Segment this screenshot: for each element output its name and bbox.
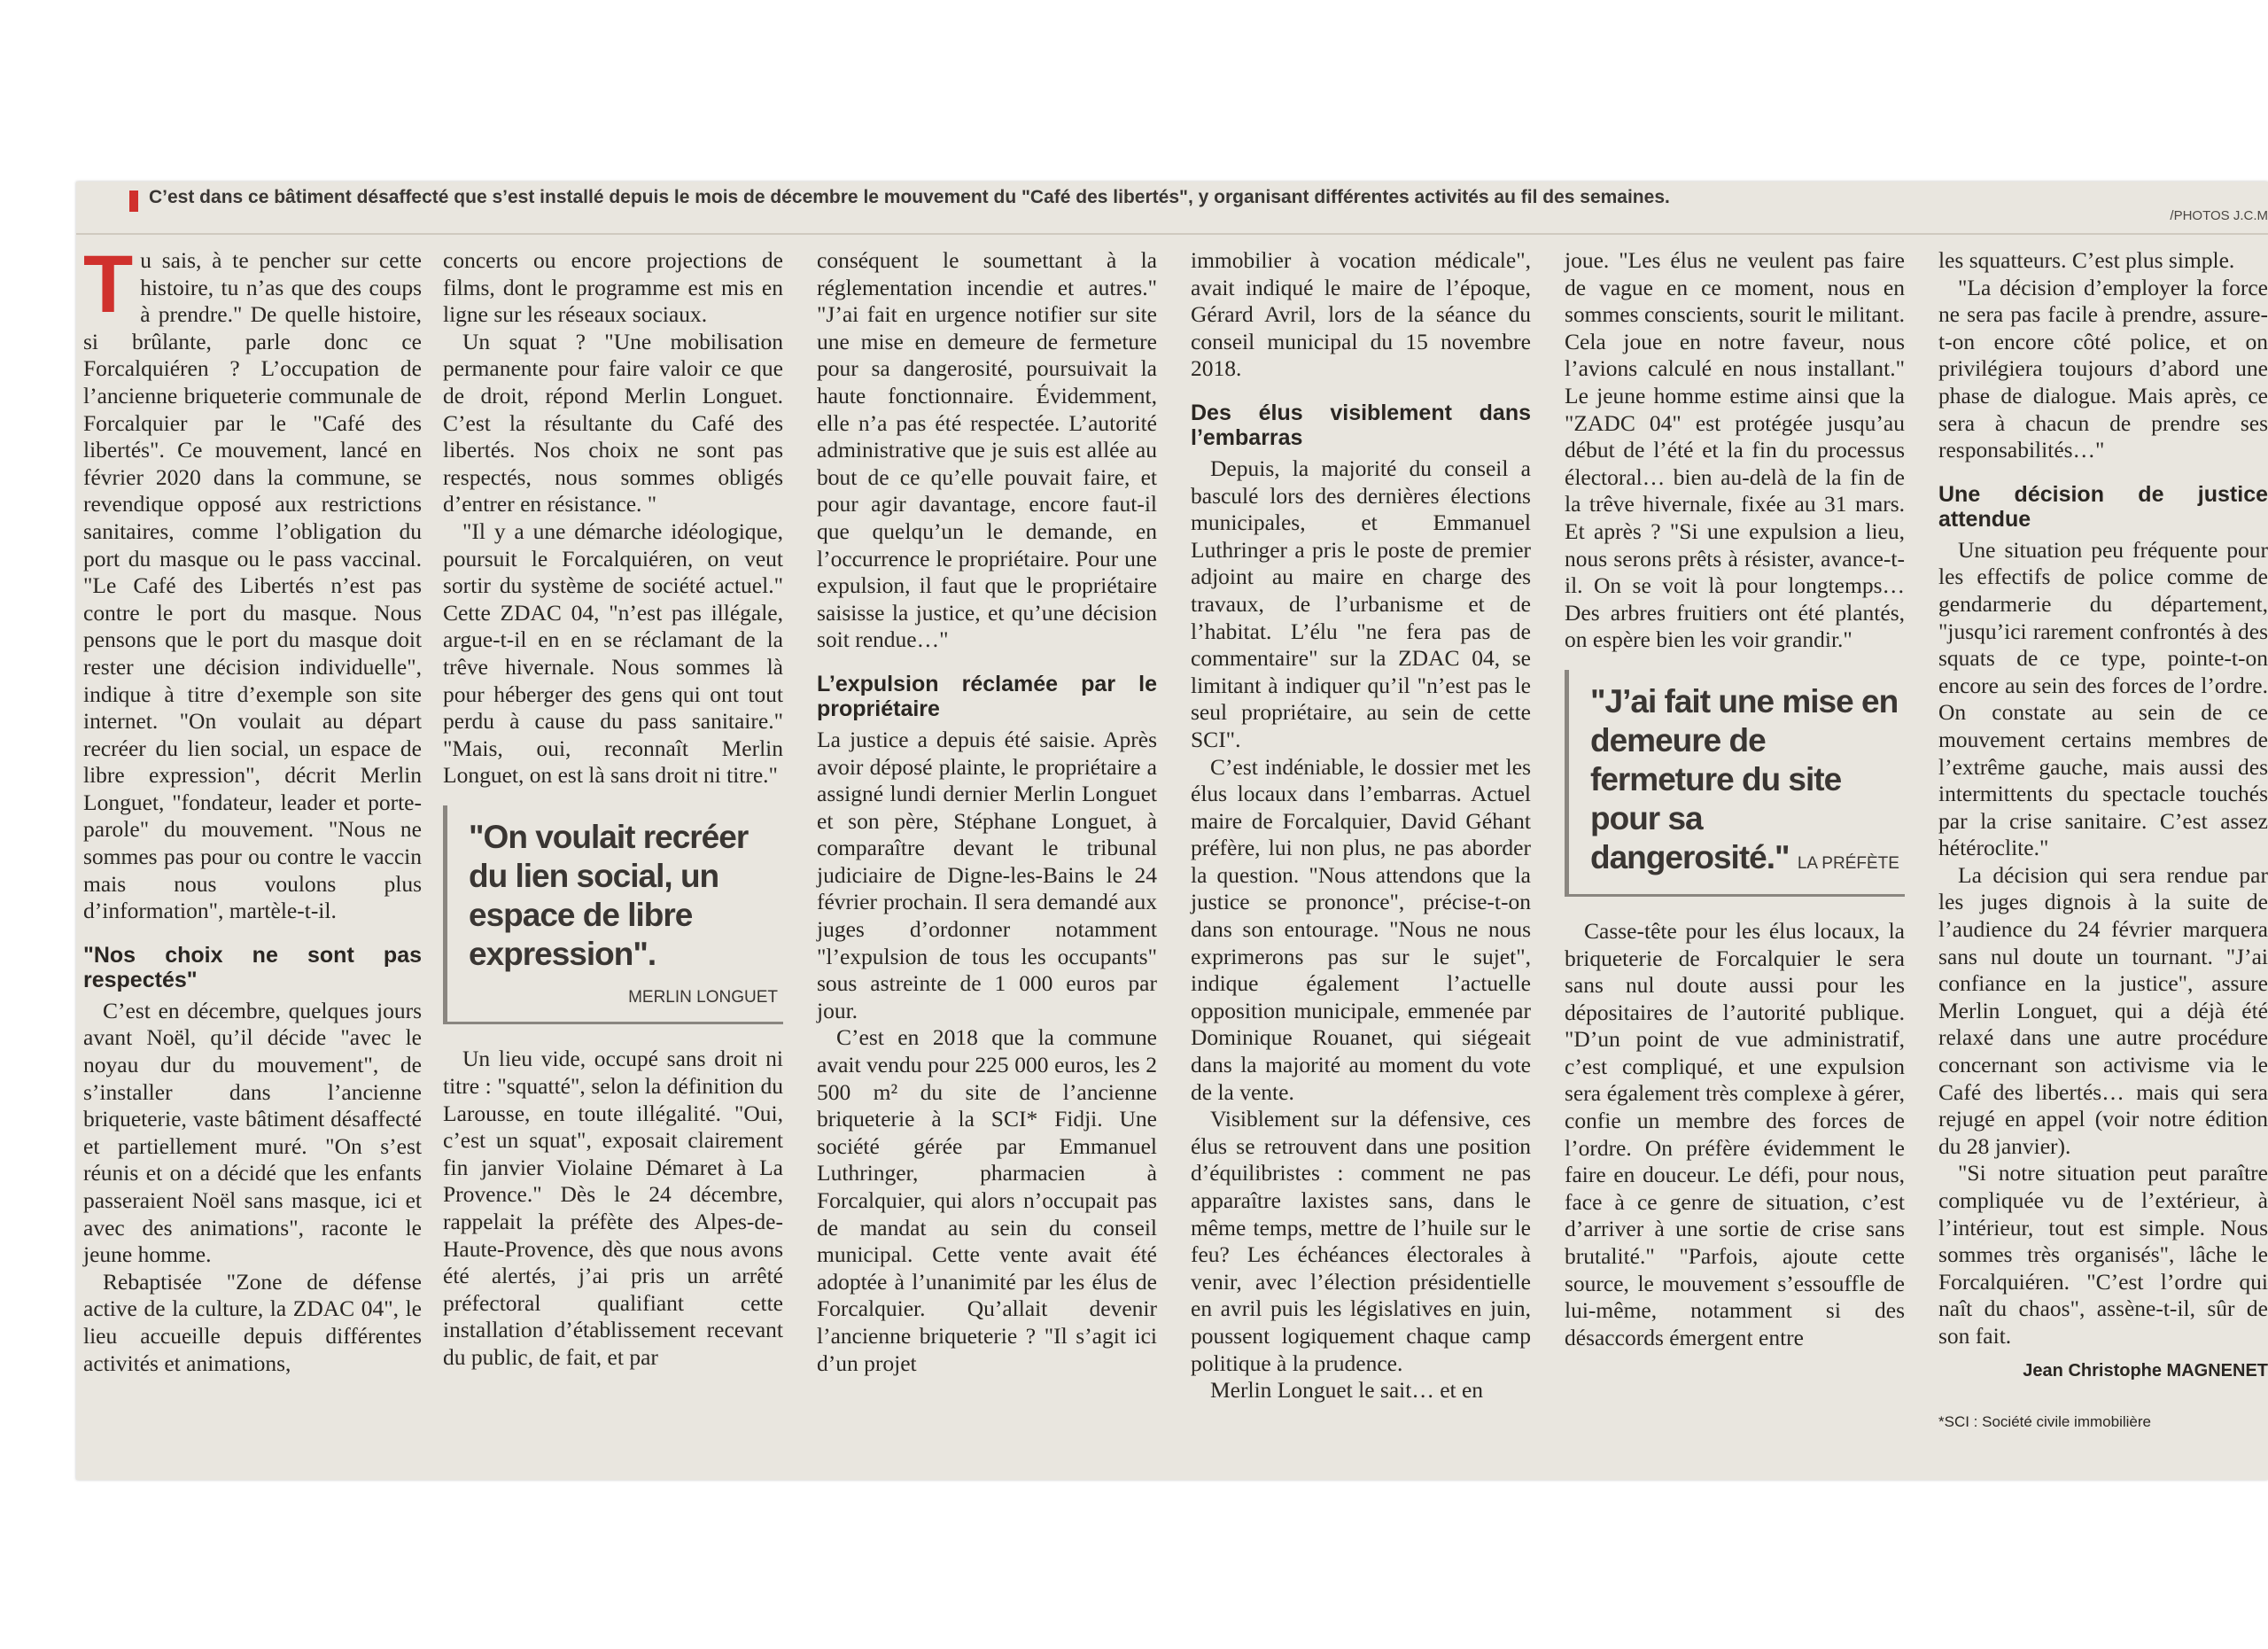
- pull-quote: [1590, 682, 1899, 883]
- article-column-1: [76, 239, 422, 1377]
- caption-marker: [129, 191, 138, 212]
- paragraph: La justice a depuis été saisie. Après avoir déposé plainte, le propriétaire a assigné lundi dernier Merlin Longuet et son père, Stéphane Longuet, à comparaître devant le tribunal judiciaire de Digne-les-Bains le 24 février prochain. Il sera demandé aux juges d’ordonner notamment "l’expulsion de tous les occupants" sous astreinte de 1 000 euros par jour.: [817, 726, 1157, 1023]
- paragraph: C’est en 2018 que la commune avait vendu pour 225 000 euros, les 2 500 m² du site de l’ancienne briqueterie à la SCI* Fidji. Une société gérée par Emmanuel Luthringer, pharmacien à Forcalquier, qui alors n’occupait pas de mandat au sein du conseil municipal. Cette vente avait été adoptée à l’unanimité par les élus de Forcalquier. Qu’allait devenir l’ancienne briqueterie ? "Il s’agit ici d’un projet: [817, 1024, 1157, 1376]
- footnote: *SCI : Société civile immobilière: [1938, 1413, 2151, 1431]
- paragraph: "Il y a une démarche idéologique, poursuit le Forcalquiéren, on veut sortir du système de société actuel." Cette ZDAC 04, "n’est pas illégale, argue-t-il en en se réclamant de la trêve hivernale. Nous sommes là pour héberger des gens qui ont tout perdu à cause du pass sanitaire." "Mais, oui, reconnaît Merlin Longuet, on est là sans droit ni titre.": [443, 517, 783, 789]
- paragraph: conséquent le soumettant à la réglementation incendie et autres." "J’ai fait en urgence notifier sur site une mise en demeure de fermeture pour sa dangerosité, poursuivait la haute fonctionnaire. Évidemment, elle n’a pas été respectée. L’autorité administrative que je suis est allée au bout de ce qu’elle pouvait faire, et pour agir davantage, encore faut-il que quelqu’un le demande, en l’occurrence le propriétaire. Pour une expulsion, il faut que le propriétaire saisisse la justice, et qu’une décision soit rendue…": [817, 247, 1157, 653]
- pull-quote-text: "J’ai fait une mise en demeure de fermeture du site pour sa dangerosité.": [1590, 682, 1899, 875]
- subheading-elus: Des élus visiblement dans l’embarras: [1191, 400, 1531, 450]
- paragraph: Une situation peu fréquente pour les effectifs de police comme de gendarmerie du département, "jusqu’ici rarement confrontés à des squats de ce type, pointe-t-on encore au sein des forces de l’ordre. On constate au sein de ce mouvement certains membres de l’extrême gauche, mais aussi des intermittents du spectacle touchés par la crise sanitaire. C’est assez hétéroclite.": [1938, 536, 2268, 861]
- paragraph: C’est en décembre, quelques jours avant Noël, qu’il décide "avec le noyau dur du mouvement", de s’installer dans l’ancienne briqueterie, vaste bâtiment désaffecté et partiellement muré. "On s’est réunis et on a décidé que les enfants passeraient Noël sans masque, ici et avec des animations", raconte le jeune homme.: [83, 997, 422, 1268]
- article-column-4: [1191, 247, 1531, 1404]
- paragraph: Un lieu vide, occupé sans droit ni titre : "squatté", selon la définition du Larousse, en toute illégalité. "Oui, c’est un squat", exposait clairement fin janvier Violaine Démaret à La Provence." Dès le 24 décembre, rappelait la préfète des Alpes-de-Haute-Provence, dès que nous avons été alertés, j’ai pris un arrêté préfectoral qualifiant cette installation d’établissement recevant du public, de fait, et par: [443, 1046, 783, 1370]
- pull-quote-attribution: LA PRÉFÈTE: [1797, 853, 1899, 873]
- article-column-5: [1565, 247, 1905, 1351]
- photo-credit: /PHOTOS J.C.M: [2170, 208, 2268, 223]
- paragraph: concerts ou encore projections de films, dont le programme est mis en ligne sur les réseaux sociaux.: [443, 247, 783, 328]
- paragraph: Casse-tête pour les élus locaux, la briqueterie de Forcalquier le sera sans nul doute aussi pour les dépositaires de l’autorité publique. "D’un point de vue administratif, c’est compliqué, et une expulsion sera également très complexe à gérer, confie un membre des forces de l’ordre. On préfère évidemment le faire en douceur. Le défi, pour nous, face à ce genre de situation, c’est d’arriver à une sortie de crise sans brutalité." "Parfois, ajoute cette source, le mouvement s’essouffle de lui-même, notamment si des désaccords émergent entre: [1565, 917, 1905, 1350]
- paragraph: joue. "Les élus ne veulent pas faire de vague en ce moment, nous en sommes conscients, sourit le militant. Cela joue en notre faveur, nous l’avions calculé en nous installant." Le jeune homme estime ainsi que la "ZADC 04" est protégée jusqu’au début de l’été et la fin du processus électoral… bien au-delà de la fin de la trêve hivernale, fixée au 31 mars. Et après ? "Si une expulsion a lieu, nous serons prêts à résister, avance-t-il. On se voit là pour longtemps… Des arbres fruitiers ont été plantés, on espère bien les voir grandir.": [1565, 247, 1905, 653]
- subheading-expulsion: L’expulsion réclamée par le propriétaire: [817, 671, 1157, 721]
- lead-text: u sais, à te pencher sur cette histoire, tu n’as que des coups à prendre." De quelle histoire, si brûlante, parle donc ce Forcalquiéren ? L’occupation de l’ancienne briqueterie communale de Forcalquier par le "Café des libertés". Ce mouvement, lancé en février 2020 dans la commune, se revendique opposé aux restrictions sanitaires, comme l’obligation du port du masque ou le pass vaccinal. "Le Café des Libertés n’est pas contre le port du masque. Nous pensons que le port du masque doit rester une décision individuelle", indique à titre d’exemple son site internet. "On voulait au départ recréer du lien social, un espace de libre expression", décrit Merlin Longuet, "fondateur, leader et porte-parole" du mouvement. "Nous ne sommes pas pour ou contre le vaccin mais nous voulons plus d’information", martèle-t-il.: [83, 247, 422, 924]
- pull-quote-box: [443, 805, 783, 1025]
- newspaper-clipping: [76, 182, 2268, 1480]
- paragraph: Visiblement sur la défensive, ces élus se retrouvent dans une position d’équilibristes : comment ne pas apparaître laxistes sans, dans le même temps, mettre de l’huile sur le feu? Les échéances électorales à venir, avec l’élection présidentielle en avril puis les législatives en juin, poussent logiquement chaque camp politique à la prudence.: [1191, 1106, 1531, 1376]
- paragraph: "La décision d’employer la force ne sera pas facile à prendre, assure-t-on encore côté police, et on privilégiera toujours d’abord une phase de dialogue. Mais après, ce sera à chacun de prendre ses responsabilités…": [1938, 274, 2268, 463]
- paragraph: Un squat ? "Une mobilisation permanente pour faire valoir ce que de droit, répond Merlin Longuet. C’est la résultante du Café des libertés. Nos choix ne sont pas respectés, nous sommes obligés d’entrer en résistance. ": [443, 328, 783, 517]
- photo-caption: C’est dans ce bâtiment désaffecté que s’est installé depuis le mois de décembre le mouvement du "Café des libertés", y organisant différentes activités au fil des semaines.: [149, 187, 1670, 207]
- photo-caption-bar: [76, 182, 2268, 235]
- paragraph: C’est indéniable, le dossier met les élus locaux dans l’embarras. Actuel maire de Forcalquier, David Géhant préfère, lui non plus, ne pas aborder la question. "Nous attendons que la justice se prononce", précise-t-on dans son entourage. "Nous ne nous exprimerons pas sur le sujet", indique également l’actuelle opposition municipale, emmenée par Dominique Rouanet, qui siégeait dans la majorité au moment du vote de la vente.: [1191, 753, 1531, 1105]
- pull-quote: "On voulait recréer du lien social, un espace de libre expression".: [469, 818, 749, 972]
- paragraph: les squatteurs. C’est plus simple.: [1938, 247, 2235, 273]
- paragraph: "Si notre situation peut paraître compliquée vu de l’extérieur, à l’intérieur, tout est simple. Nous sommes très organisés", lâche le Forcalquiéren. "C’est l’ordre qui naît du chaos", assène-t-il, sûr de son fait.: [1938, 1160, 2268, 1349]
- article-column-3: [817, 247, 1157, 1377]
- article-column-2: [443, 247, 783, 1372]
- paragraph: La décision qui sera rendue par les juges dignois à la suite de l’audience du 24 février marquera sans nul doute un tournant. "J’ai confiance en la justice", assure Merlin Longuet, qui a déjà été relaxé dans une autre procédure concernant son activisme via le Café des libertés… mais qui sera rejugé en appel (voir notre édition du 28 janvier).: [1938, 861, 2268, 1159]
- paragraph: Merlin Longuet le sait… et en: [1210, 1377, 1484, 1404]
- pull-quote-box: [1565, 670, 1905, 897]
- lead-paragraph: [83, 239, 422, 925]
- article-column-6: [1938, 247, 2268, 1436]
- subheading-justice: Une décision de justice attendue: [1938, 481, 2268, 532]
- subheading-choix: "Nos choix ne sont pas respectés": [83, 942, 422, 992]
- drop-cap: T: [83, 239, 134, 330]
- author-signature: Jean Christophe MAGNENET: [2023, 1360, 2268, 1381]
- paragraph: Depuis, la majorité du conseil a basculé lors des dernières élections municipales, et Emmanuel Luthringer a pris le poste de premier adjoint au maire en charge des travaux, de l’urbanisme et de l’habitat. L’élu "ne fera pas de commentaire" sur la ZDAC 04, se limitant à indiquer qu’il "n’est pas le seul propriétaire, au sein de cette SCI".: [1191, 455, 1531, 752]
- paragraph: immobilier à vocation médicale", avait indiqué le maire de l’époque, Gérard Avril, lors de la séance du conseil municipal du 15 novembre 2018.: [1191, 247, 1531, 382]
- paragraph: Rebaptisée "Zone de défense active de la culture, la ZDAC 04", le lieu accueille depuis différentes activités et animations,: [83, 1268, 422, 1376]
- pull-quote-attribution: MERLIN LONGUET: [628, 987, 778, 1007]
